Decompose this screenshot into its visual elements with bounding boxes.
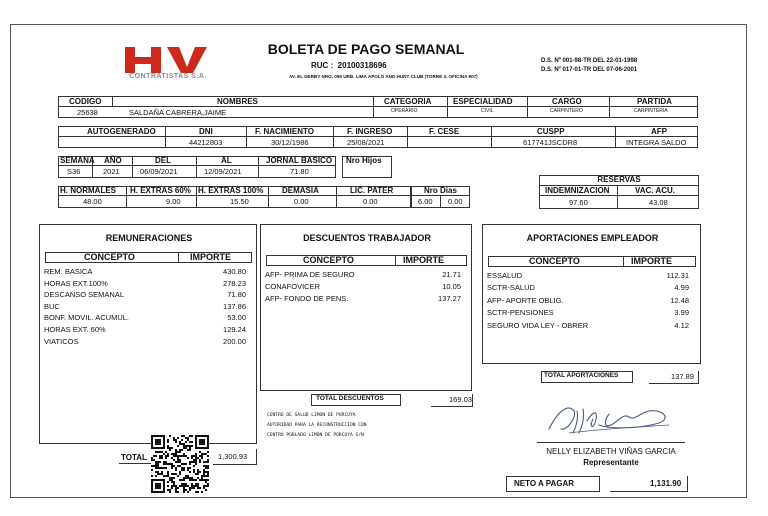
concept-amount: 12.48 — [670, 295, 689, 305]
al-value: 12/09/2021 — [204, 167, 242, 176]
concept-label: DESCANSO SEMANAL — [44, 290, 125, 300]
semana-value: S36 — [67, 167, 81, 176]
ingreso-value: 25/08/2021 — [347, 138, 385, 147]
cargo-value: CARPINTERO — [550, 108, 583, 114]
categoria-label: CATEGORIA — [384, 97, 432, 106]
concept-amount: 112.31 — [666, 271, 689, 280]
neto-row — [506, 476, 706, 492]
apor-total-label: TOTAL APORTACIONES — [544, 372, 619, 379]
afp-value: INTEGRA SALDO — [626, 138, 687, 147]
concept-amount: 21.71 — [442, 270, 461, 279]
codigo-label: CODIGO — [69, 97, 102, 106]
concept-label: HORAS EXT.100% — [44, 278, 108, 288]
desc-total-label: TOTAL DESCUENTOS — [316, 395, 384, 402]
desc-total-row — [311, 394, 471, 408]
reservas-box — [539, 175, 699, 209]
list-item — [487, 283, 693, 295]
partida-label: PARTIDA — [637, 97, 672, 106]
cese-label: F. CESE — [429, 127, 460, 136]
nrodias-value-1: 6.00 — [418, 197, 433, 206]
list-item — [44, 267, 250, 279]
he60-label: H. EXTRAS 60% — [130, 186, 191, 195]
page-title: BOLETA DE PAGO SEMANAL — [267, 41, 465, 57]
hijos-label: Nro Hijos — [346, 156, 382, 165]
qr-code-graphic — [151, 435, 209, 493]
employee-row-1 — [58, 96, 698, 118]
rem-importe-header: IMPORTE — [190, 252, 232, 262]
he100-value: 15.50 — [230, 197, 249, 206]
indem-value: 97.60 — [569, 198, 588, 207]
vac-value: 43.08 — [649, 198, 668, 207]
list-item — [265, 294, 465, 306]
nrodias-label: Nro Dias — [424, 186, 457, 195]
list-item — [265, 270, 465, 282]
afp-label: AFP — [651, 127, 667, 136]
apor-importe-header: IMPORTE — [631, 256, 673, 266]
employee-row-2 — [58, 126, 698, 148]
anio-label: AÑO — [104, 156, 122, 165]
desc-note-2: AUTORIDAD PARA LA RECONSTRUCCION CON — [267, 423, 367, 428]
cuspp-value: 617741JSCDR8 — [523, 138, 578, 147]
demasia-label: DEMASIA — [282, 186, 319, 195]
decree-2: D.S. Nº 017-01-TR DEL 07-06-2001 — [541, 67, 638, 73]
signature-graphic — [539, 399, 679, 439]
cuspp-label: CUSPP — [537, 127, 565, 136]
ingreso-label: F. INGRESO — [347, 127, 393, 136]
del-label: DEL — [155, 156, 171, 165]
company-address: AV. EL DERBY NRO. 055 URB. LIMA APOLO AND HUNT CLUB (TORRE 3, OFICINA 807) — [289, 74, 478, 79]
aportaciones-panel — [482, 224, 701, 364]
remuneraciones-title: REMUNERACIONES — [105, 233, 193, 243]
aportaciones-list — [487, 271, 693, 333]
ruc-value: 20100318696 — [337, 61, 387, 70]
autogenerado-label: AUTOGENERADO — [87, 127, 156, 136]
especialidad-value: CIVIL — [481, 108, 494, 114]
concept-label: SEGURO VIDA LEY - OBRER — [487, 320, 589, 330]
desc-notes — [267, 411, 367, 441]
concept-amount: 137.86 — [223, 301, 246, 311]
he100-label: H. EXTRAS 100% — [198, 186, 264, 195]
licpater-value: 0.00 — [363, 197, 378, 206]
list-item — [44, 325, 250, 337]
he60-value: 9.00 — [166, 197, 181, 206]
apor-total-value: 137.89 — [671, 372, 694, 381]
neto-value: 1,131.90 — [650, 479, 682, 488]
vac-label: VAC. ACU. — [635, 186, 675, 195]
aportaciones-title: APORTACIONES EMPLEADOR — [526, 233, 659, 243]
apor-concepto-header: CONCEPTO — [529, 256, 580, 266]
nrodias-value-2: 0.00 — [448, 197, 463, 206]
descuentos-panel — [260, 224, 472, 391]
neto-label: NETO A PAGAR — [514, 479, 575, 488]
concept-amount: 200.00 — [223, 336, 246, 346]
list-item — [44, 279, 250, 291]
jornal-label: JORNAL BASICO — [266, 156, 333, 165]
concept-label: SCTR-PENSIONES — [487, 308, 554, 318]
dni-label: DNI — [199, 127, 213, 136]
reservas-title: RESERVAS — [597, 175, 641, 184]
concept-label: AFP- APORTE OBLIG. — [487, 295, 564, 305]
licpater-label: LIC. PATER — [350, 186, 394, 195]
cargo-label: CARGO — [552, 97, 582, 106]
concept-amount: 4.12 — [674, 320, 689, 330]
desc-note-3: CENTRO POBLADO LIMÓN DE PORCUYA S/N — [267, 433, 364, 438]
nombres-value: SALDAÑA CABRERA,JAIME — [129, 108, 227, 117]
list-item — [44, 290, 250, 302]
descuentos-list — [265, 270, 465, 306]
period-row — [58, 156, 392, 178]
concept-amount: 129.24 — [223, 324, 246, 334]
concept-amount: 137.27 — [438, 294, 461, 303]
jornal-value: 71.80 — [290, 167, 309, 176]
list-item — [487, 321, 693, 333]
concept-label: AFP- FONDO DE PENS. — [265, 294, 349, 303]
anio-value: 2021 — [103, 167, 120, 176]
concept-amount: 53.00 — [227, 313, 246, 323]
concept-label: BONF. MOVIL. ACUMUL. — [44, 313, 130, 323]
desc-importe-header: IMPORTE — [403, 255, 445, 265]
concept-amount: 71.80 — [227, 290, 246, 300]
demasia-value: 0.00 — [294, 197, 309, 206]
concept-amount: 430.80 — [223, 267, 246, 276]
hours-row — [58, 186, 478, 208]
codigo-value: 25638 — [77, 108, 98, 117]
logo-subtitle: CONTRATISTAS S.A. — [129, 73, 207, 80]
apor-total-row — [541, 371, 701, 385]
dni-value: 44212803 — [189, 138, 223, 147]
list-item — [44, 313, 250, 325]
list-item — [487, 296, 693, 308]
desc-concepto-header: CONCEPTO — [303, 255, 354, 265]
al-label: AL — [221, 156, 232, 165]
categoria-value: OPERARIO — [391, 108, 418, 114]
list-item — [487, 271, 693, 283]
concept-label: HORAS EXT. 60% — [44, 324, 106, 334]
desc-note-1: CENTRO DE SALUD LIMON DE PORCUYA — [267, 413, 356, 418]
indem-label: INDEMNIZACION — [545, 186, 610, 195]
remuneraciones-panel — [39, 224, 257, 444]
list-item — [265, 282, 465, 294]
concept-label: AFP- PRIMA DE SEGURO — [265, 270, 355, 279]
list-item — [487, 308, 693, 320]
signature-line — [537, 442, 685, 443]
boleta-page — [10, 24, 747, 498]
nacimiento-label: F. NACIMIENTO — [255, 127, 314, 136]
concept-amount: 10.05 — [442, 282, 461, 291]
partida-value: CARPINTERIA — [634, 108, 668, 114]
concept-label: VIATICOS — [44, 336, 79, 346]
list-item — [44, 302, 250, 314]
concept-amount: 3.99 — [674, 308, 689, 318]
concept-label: CONAFOVICER — [265, 282, 321, 291]
especialidad-label: ESPECIALIDAD — [453, 97, 513, 106]
decree-1: D.S. Nº 001-98-TR DEL 22-01-1998 — [541, 58, 638, 64]
rem-concepto-header: CONCEPTO — [84, 252, 135, 262]
descuentos-title: DESCUENTOS TRABAJADOR — [303, 233, 431, 243]
signer-role: Representante — [583, 458, 639, 467]
signature — [539, 399, 679, 439]
rem-total-value: 1,300.93 — [218, 452, 248, 461]
semana-label: SEMANA — [60, 156, 95, 165]
concept-label: ESSALUD — [487, 271, 523, 280]
hn-label: H. NORMALES — [60, 186, 116, 195]
concept-label: SCTR-SALUD — [487, 283, 535, 293]
concept-amount: 4.99 — [674, 283, 689, 293]
ruc-label: RUC : — [311, 61, 334, 70]
concept-label: REM. BASICA — [44, 267, 93, 276]
rem-total-label: TOTAL — [121, 453, 147, 462]
nacimiento-value: 30/12/1986 — [271, 138, 309, 147]
list-item — [44, 337, 250, 349]
remuneraciones-list — [44, 267, 250, 348]
ruc-line — [311, 61, 387, 70]
concept-label: BUC — [44, 301, 60, 311]
del-value: 06/09/2021 — [140, 167, 178, 176]
concept-amount: 278.23 — [223, 278, 246, 288]
signer-name: NELLY ELIZABETH VIÑAS GARCIA — [546, 447, 676, 456]
company-logo — [123, 45, 213, 85]
qr-code — [151, 435, 209, 493]
desc-total-value: 169.03 — [449, 395, 472, 404]
nombres-label: NOMBRES — [217, 97, 258, 106]
hn-value: 48.00 — [83, 197, 102, 206]
